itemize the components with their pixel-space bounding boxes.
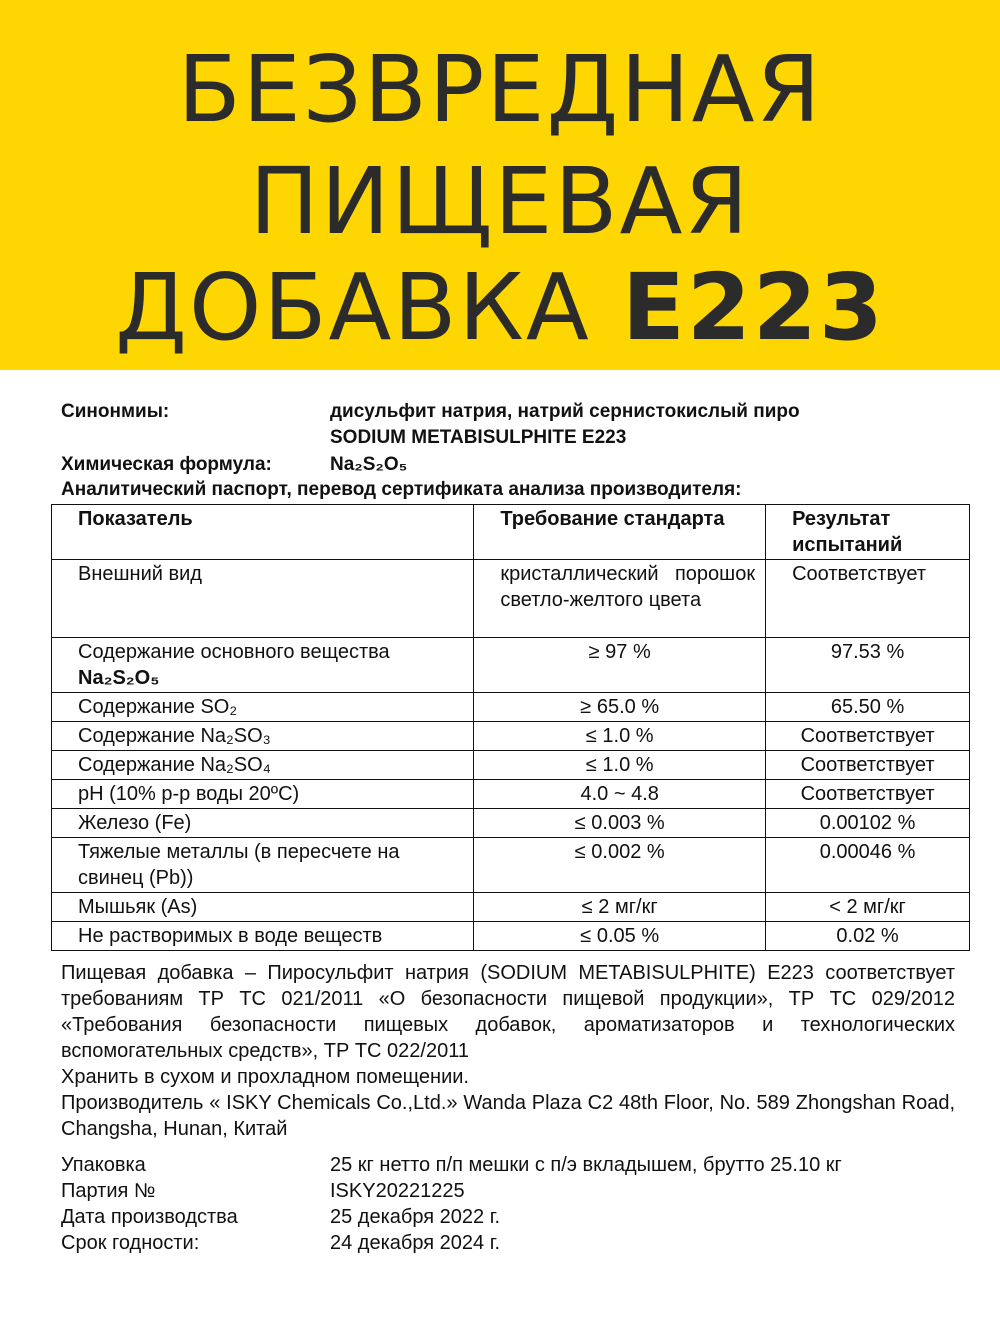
table-row xyxy=(52,693,970,722)
row-name: Тяжелые металлы (в пересчете на свинец (Pb)) xyxy=(52,838,474,893)
row-name-formula: Na₂S₂O₅ xyxy=(78,667,160,689)
row-requirement: 4.0 ~ 4.8 xyxy=(474,780,766,809)
row-name: Не растворимых в воде веществ xyxy=(52,922,474,951)
row-result: 97.53 % xyxy=(766,638,970,693)
row-result: Соответствует xyxy=(766,560,970,638)
row-requirement: ≤ 0.002 % xyxy=(474,838,766,893)
yellow-banner xyxy=(0,0,1000,370)
table-row xyxy=(52,809,970,838)
compliance-paragraph xyxy=(61,960,955,1142)
table-row xyxy=(52,838,970,893)
row-name: Железо (Fe) xyxy=(52,809,474,838)
row-requirement: ≥ 97 % xyxy=(474,638,766,693)
headline-line-3 xyxy=(0,254,1000,361)
row-requirement: кристаллический порошок светло-желтого цвета xyxy=(474,560,766,638)
manufacturer-text: Производитель « ISKY Chemicals Co.,Ltd.» Wanda Plaza C2 48th Floor, No. 589 Zhongshan Road, Changsha, Hunan, Китай xyxy=(61,1092,955,1140)
package-label: Упаковка xyxy=(61,1154,146,1176)
row-name: Внешний вид xyxy=(52,560,474,638)
table-row xyxy=(52,751,970,780)
row-requirement: ≤ 0.05 % xyxy=(474,922,766,951)
row-result: Соответствует xyxy=(766,722,970,751)
table-row xyxy=(52,638,970,693)
row-requirement: ≤ 1.0 % xyxy=(474,751,766,780)
table-row xyxy=(52,722,970,751)
analysis-table xyxy=(51,504,970,951)
expiry-date-value: 24 декабря 2024 г. xyxy=(330,1232,501,1254)
row-result: 0.00102 % xyxy=(766,809,970,838)
batch-label: Партия № xyxy=(61,1180,156,1202)
headline-line-3-text: ДОБАВКА xyxy=(115,254,623,361)
row-requirement: ≤ 1.0 % xyxy=(474,722,766,751)
row-result: 65.50 % xyxy=(766,693,970,722)
header-indicator: Показатель xyxy=(52,505,474,560)
formula-label: Химическая формула: xyxy=(61,454,272,475)
production-date-value: 25 декабря 2022 г. xyxy=(330,1206,501,1228)
synonyms-label: Синонмиы: xyxy=(61,401,170,422)
row-result: Соответствует xyxy=(766,751,970,780)
storage-text: Хранить в сухом и прохладном помещении. xyxy=(61,1066,469,1088)
row-requirement: ≤ 0.003 % xyxy=(474,809,766,838)
table-row xyxy=(52,560,970,638)
table-row xyxy=(52,893,970,922)
row-result: < 2 мг/кг xyxy=(766,893,970,922)
header-result: Результат испытаний xyxy=(766,505,970,560)
row-requirement: ≥ 65.0 % xyxy=(474,693,766,722)
batch-value: ISKY20221225 xyxy=(330,1180,465,1202)
row-name: Содержание SO₂ xyxy=(52,693,474,722)
row-result: 0.00046 % xyxy=(766,838,970,893)
table-row xyxy=(52,922,970,951)
package-value: 25 кг нетто п/п мешки с п/э вкладышем, брутто 25.10 кг xyxy=(330,1154,842,1176)
formula-value: Na₂S₂O₅ xyxy=(330,454,408,475)
row-name: Содержание Na₂SO₄ xyxy=(52,751,474,780)
table-row xyxy=(52,780,970,809)
row-requirement: ≤ 2 мг/кг xyxy=(474,893,766,922)
row-name: Мышьяк (As) xyxy=(52,893,474,922)
synonyms-value-1: дисульфит натрия, натрий сернистокислый пиро xyxy=(330,401,800,422)
expiry-date-label: Срок годности: xyxy=(61,1232,200,1254)
header-requirement: Требование стандарта xyxy=(474,505,766,560)
headline-line-2: ПИЩЕВАЯ xyxy=(249,148,751,255)
production-date-label: Дата производства xyxy=(61,1206,238,1228)
row-name-text: Содержание основного вещества xyxy=(78,641,390,663)
synonyms-value-2: SODIUM METABISULPHITE E223 xyxy=(330,427,627,448)
row-result: 0.02 % xyxy=(766,922,970,951)
headline-line-1: БЕЗВРЕДНАЯ xyxy=(177,36,823,143)
row-name xyxy=(52,638,474,693)
row-name: Содержание Na₂SO₃ xyxy=(52,722,474,751)
table-header-row xyxy=(52,505,970,560)
row-result: Соответствует xyxy=(766,780,970,809)
compliance-text: Пищевая добавка – Пиросульфит натрия (SODIUM METABISULPHITE) E223 соответствует требованиям ТР ТС 021/2011 «О безопасности пищевой продукции», ТР ТС 029/2012 «Требования безопасности пищевых добавок, ароматизаторов и технологических вспомогательных средств», ТР ТС 022/2011 xyxy=(61,962,955,1062)
headline-additive-code: Е223 xyxy=(622,254,885,361)
passport-title: Аналитический паспорт, перевод сертификата анализа производителя: xyxy=(61,479,742,500)
row-name: pH (10% р-р воды 20ºС) xyxy=(52,780,474,809)
